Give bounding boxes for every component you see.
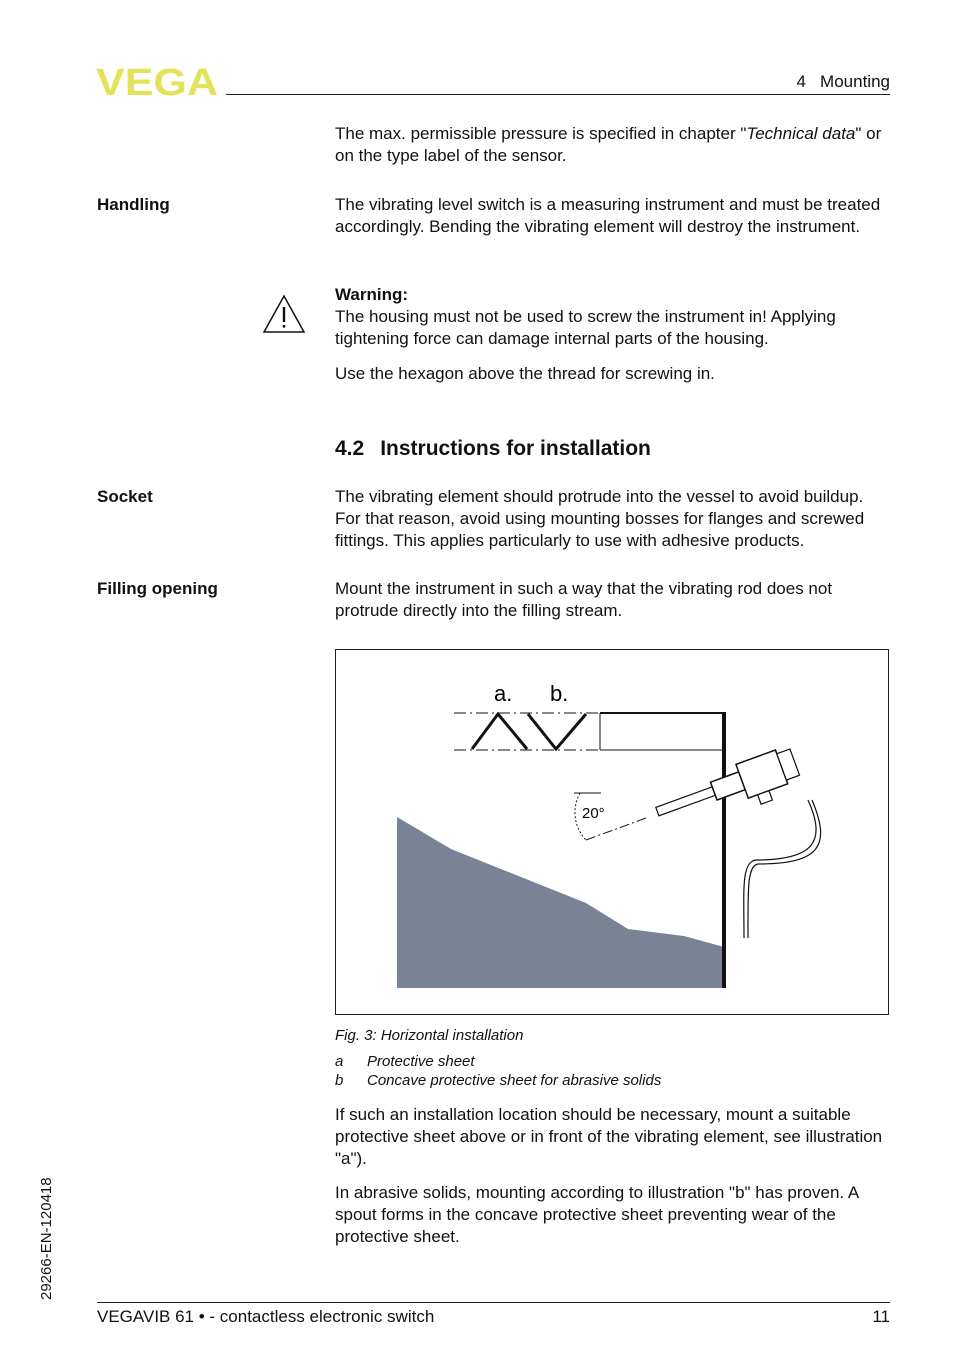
protective-sheet-a <box>472 714 527 749</box>
header-divider <box>226 94 890 95</box>
after-figure-paragraph-1: If such an installation location should be necessary, mount a suitable protective sheet above or in front of the vibrating element, see illustration "a"). <box>335 1105 883 1168</box>
socket-paragraph: The vibrating element should protrude into the vessel to avoid buildup. For that reason, avoid using mounting bosses for flanges and screwed fittings. This applies particularly to use with adhesive products. <box>335 487 865 550</box>
logo-text: VEGA <box>96 64 218 98</box>
after-figure-paragraph-2: In abrasive solids, mounting according to illustration "b" has proven. A spout forms in the concave protective sheet preventing wear of the protective sheet. <box>335 1183 859 1246</box>
warning-text: The housing must not be used to screw the instrument in! Applying tightening force can damage internal parts of the housing. <box>335 307 836 348</box>
label-a: a. <box>494 681 513 706</box>
vega-logo <box>96 64 220 98</box>
legend-item-b <box>335 1072 891 1089</box>
footer-product: VEGAVIB 61 • - contactless electronic switch <box>97 1307 435 1326</box>
filling-opening-label: Filling opening <box>97 579 218 598</box>
section-heading <box>335 437 891 461</box>
footer-divider <box>97 1302 890 1303</box>
installation-figure <box>335 649 889 1015</box>
legend-text: Protective sheet <box>367 1053 475 1070</box>
label-b: b. <box>550 681 569 706</box>
warning-triangle-icon <box>262 294 306 334</box>
filling-opening-paragraph: Mount the instrument in such a way that the vibrating rod does not protrude directly into the filling stream. <box>335 579 833 620</box>
legend-key: a <box>335 1053 344 1070</box>
vibrating-level-switch <box>651 745 804 838</box>
bulk-material <box>397 817 724 988</box>
document-number: 29266-EN-120418 <box>38 1177 55 1300</box>
legend-key: b <box>335 1072 344 1089</box>
intro-text-post: " or on the type label of the sensor. <box>335 124 882 165</box>
protective-sheet-b <box>528 714 586 749</box>
chapter-heading: 4 Mounting <box>796 72 890 91</box>
socket-label: Socket <box>97 487 153 506</box>
handling-paragraph: The vibrating level switch is a measuring instrument and must be treated accordingly. Bending the vibrating element will destroy the instrument. <box>335 195 881 236</box>
cable-inner <box>748 800 821 938</box>
intro-text-emphasis: Technical data <box>746 124 856 143</box>
cable-outer <box>744 800 816 938</box>
intro-paragraph <box>335 123 891 167</box>
hexagon-paragraph: Use the hexagon above the thread for screwing in. <box>335 364 715 383</box>
handling-label: Handling <box>97 195 170 214</box>
vibrating-rod <box>656 787 715 816</box>
legend-text: Concave protective sheet for abrasive solids <box>367 1072 662 1089</box>
figure-caption: Fig. 3: Horizontal installation <box>335 1027 524 1044</box>
legend-item-a <box>335 1053 891 1070</box>
section-title: Instructions for installation <box>380 437 651 460</box>
installation-diagram <box>336 650 888 1014</box>
section-number: 4.2 <box>335 437 365 460</box>
angle-label: 20° <box>582 805 605 822</box>
warning-title: Warning: <box>335 285 409 304</box>
page-number: 11 <box>872 1307 890 1326</box>
intro-text-pre: The max. permissible pressure is specified in chapter " <box>335 124 747 143</box>
